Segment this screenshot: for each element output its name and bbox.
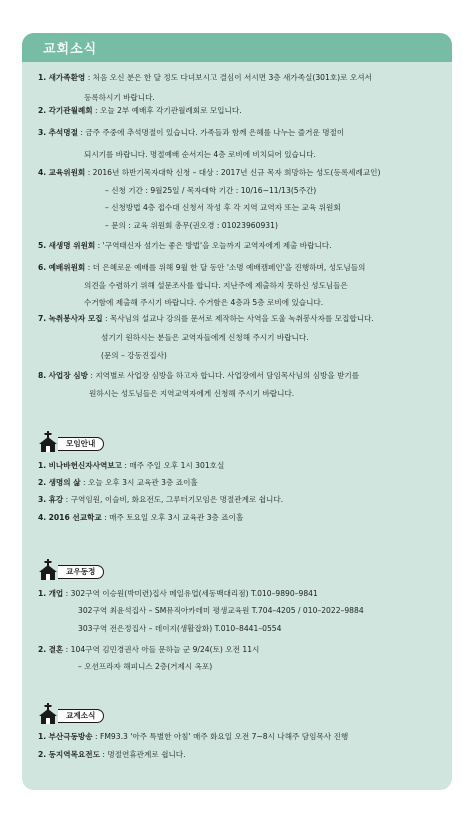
item-title: 비나바헌신자사역보고 [48, 461, 122, 470]
item-text: 매주 주일 오후 1시 301호실 [129, 461, 225, 470]
section-label: 교우동정 [58, 565, 104, 579]
section-label: 모임안내 [58, 437, 104, 451]
item-title: 예배위원회 [48, 263, 86, 272]
news-item-8-line: 원하시는 성도님들은 지역교역자에게 신청해 주시기 바랍니다. [89, 389, 295, 398]
news-item-4-line: – 문의 : 교육 위원회 총무(권오경 : 01023960931) [105, 221, 278, 230]
news-item-6-line: 수거함에 제출해 주시기 바랍니다. 수거함은 4층과 5층 로비에 있습니다. [84, 298, 324, 307]
item-number: 1. [38, 461, 47, 470]
item-separator: : [95, 241, 103, 250]
item-text: 2016년 하반기목자대학 신청 – 대상 : 2017년 신규 목자 희망하는 성도(등록세례교인) [92, 168, 381, 177]
news-item-4-line: – 신청방법 4층 접수대 신청서 작성 후 각 지역 교역자 또는 교육 위원회 [105, 203, 341, 212]
item-number: 1. [38, 73, 47, 82]
item-separator: : [85, 73, 93, 82]
item-number: 2. [38, 478, 47, 487]
item-number: 2. [38, 750, 47, 759]
item-text: 목사님의 설교나 강의를 문서로 제작하는 사역을 도울 녹취봉사자를 모집합니다. [109, 314, 374, 323]
page-title: 교회소식 [43, 42, 98, 57]
item-separator: : [63, 495, 71, 504]
news-item-8 [38, 370, 359, 381]
external-news-item-2 [38, 749, 186, 760]
item-text: FM93.3 '아주 특별한 아침' 매주 화요일 오전 7~8시 나해주 담임목사 진행 [100, 732, 349, 741]
item-title: 동지역목요전도 [48, 750, 100, 759]
item-title: 개업 [48, 589, 64, 598]
church-icon [38, 431, 58, 453]
item-number: 3. [38, 128, 47, 137]
item-title: 교육위원회 [48, 168, 86, 177]
item-title: 부산극동방송 [48, 732, 93, 741]
item-number: 7. [38, 314, 47, 323]
item-number: 2. [38, 645, 47, 654]
meeting-item-2 [38, 477, 198, 488]
item-separator: : [87, 371, 96, 380]
news-item-5 [38, 240, 332, 251]
church-icon [38, 703, 58, 725]
meeting-item-1 [38, 460, 224, 471]
church-icon [38, 559, 58, 581]
news-item-7-line: 섬기기 원하시는 분들은 교역자들에게 신청해 주시기 바랍니다. [101, 333, 309, 342]
item-text: 오늘 오후 3시 교육관 3층 죠이홀 [87, 478, 198, 487]
item-number: 2. [38, 106, 47, 115]
item-separator: : [63, 645, 71, 654]
meeting-item-3 [38, 494, 283, 505]
item-separator: : [92, 106, 100, 115]
news-item-6 [38, 262, 365, 273]
news-item-3 [38, 127, 344, 138]
news-item-1 [38, 72, 372, 83]
item-number: 1. [38, 732, 47, 741]
item-number: 6. [38, 263, 47, 272]
news-item-7 [38, 313, 374, 324]
member-news-item-1-line: 303구역 전은정집사 – 데이지(생활잡화) T.010–8441–0554 [78, 624, 282, 633]
item-text: 오늘 2부 예배후 각기관월례회로 모입니다. [100, 106, 242, 115]
news-item-6-line: 의견을 수렴하기 위해 설문조사를 합니다. 지난주에 제출하지 못하신 성도님들은 [84, 281, 348, 290]
item-text: 104구역 김민경권사 아들 문하늘 군 9/24(토) 오전 11시 [70, 645, 260, 654]
news-item-1-line: 등록하시기 바랍니다. [84, 93, 155, 102]
item-title: 생명의 삶 [48, 478, 81, 487]
news-item-2 [38, 105, 242, 116]
item-separator: : [80, 478, 88, 487]
item-title: 녹취봉사자 모집 [48, 314, 103, 323]
item-text: 지역별로 사업장 심방을 하고자 합니다. 사업장에서 담임목사님의 심방을 받기를 [95, 371, 360, 380]
item-number: 8. [38, 371, 47, 380]
item-title: 휴강 [48, 495, 64, 504]
item-title: 각기관월례회 [48, 106, 93, 115]
section-label: 교계소식 [58, 709, 104, 723]
item-text: 매주 토요일 오후 3시 교육관 3층 죠이홀 [109, 513, 244, 522]
news-item-7-line: (문의 – 강동진집사) [101, 351, 167, 360]
member-news-item-1-line: 302구역 최윤석집사 – SM뮤직아카데미 평생교육원 T.704–4205 / 010–2022–9884 [78, 606, 364, 615]
church-news-card [22, 33, 452, 790]
item-separator: : [63, 589, 71, 598]
item-separator: : [99, 750, 108, 759]
item-title: 새생명 위원회 [48, 241, 96, 250]
item-text: 302구역 이승원(박미련)집사 메일유업(세동백대리점) T.010–9890–9841 [70, 589, 318, 598]
item-number: 4. [38, 513, 47, 522]
item-title: 새가족환영 [48, 73, 86, 82]
item-number: 1. [38, 589, 47, 598]
item-text: 구역임원, 이슬비, 화요전도, 그루터기모임은 명절관계로 쉽니다. [70, 495, 284, 504]
item-separator: : [121, 461, 130, 470]
item-number: 3. [38, 495, 47, 504]
member-news-item-1 [38, 588, 318, 599]
item-separator: : [85, 263, 93, 272]
item-title: 추석명절 [48, 128, 78, 137]
item-separator: : [101, 513, 110, 522]
news-item-4 [38, 167, 380, 178]
external-news-item-1 [38, 731, 348, 742]
item-separator: : [77, 128, 86, 137]
item-separator: : [85, 168, 93, 177]
item-text: '구역태신자 섬기는 좋은 방법'을 오늘까지 교역자에게 제출 바랍니다. [102, 241, 332, 250]
item-title: 사업장 심방 [48, 371, 88, 380]
item-separator: : [92, 732, 100, 741]
item-title: 2016 선교학교 [48, 513, 102, 522]
meeting-item-4 [38, 512, 243, 523]
member-news-item-2 [38, 644, 259, 655]
news-item-4-line: – 신청 기간 : 9월25일 / 목자대학 기간 : 10/16~11/13(5주간) [105, 186, 317, 195]
member-news-item-2-line: – 오션프라자 해피니스 2층(거제시 옥포) [78, 662, 213, 671]
item-text: 금주 주중에 추석명절이 있습니다. 가족들과 함께 은혜를 나누는 즐거운 명절이 [85, 128, 345, 137]
news-item-3-line: 되시기를 바랍니다. 명절예배 순서지는 4층 로비에 비치되어 있습니다. [84, 150, 316, 159]
item-number: 5. [38, 241, 47, 250]
item-title: 결혼 [48, 645, 64, 654]
item-text: 처음 오신 분은 한 달 정도 다녀보시고 결심이 서시면 3층 새가족실(301호)로 오셔서 [92, 73, 372, 82]
item-text: 명절연휴관계로 쉽니다. [107, 750, 186, 759]
item-separator: : [102, 314, 110, 323]
item-text: 더 은혜로운 예배를 위해 9월 한 달 동안 '소명 예배캠페인'을 진행하며, 성도님들의 [92, 263, 366, 272]
item-number: 4. [38, 168, 47, 177]
